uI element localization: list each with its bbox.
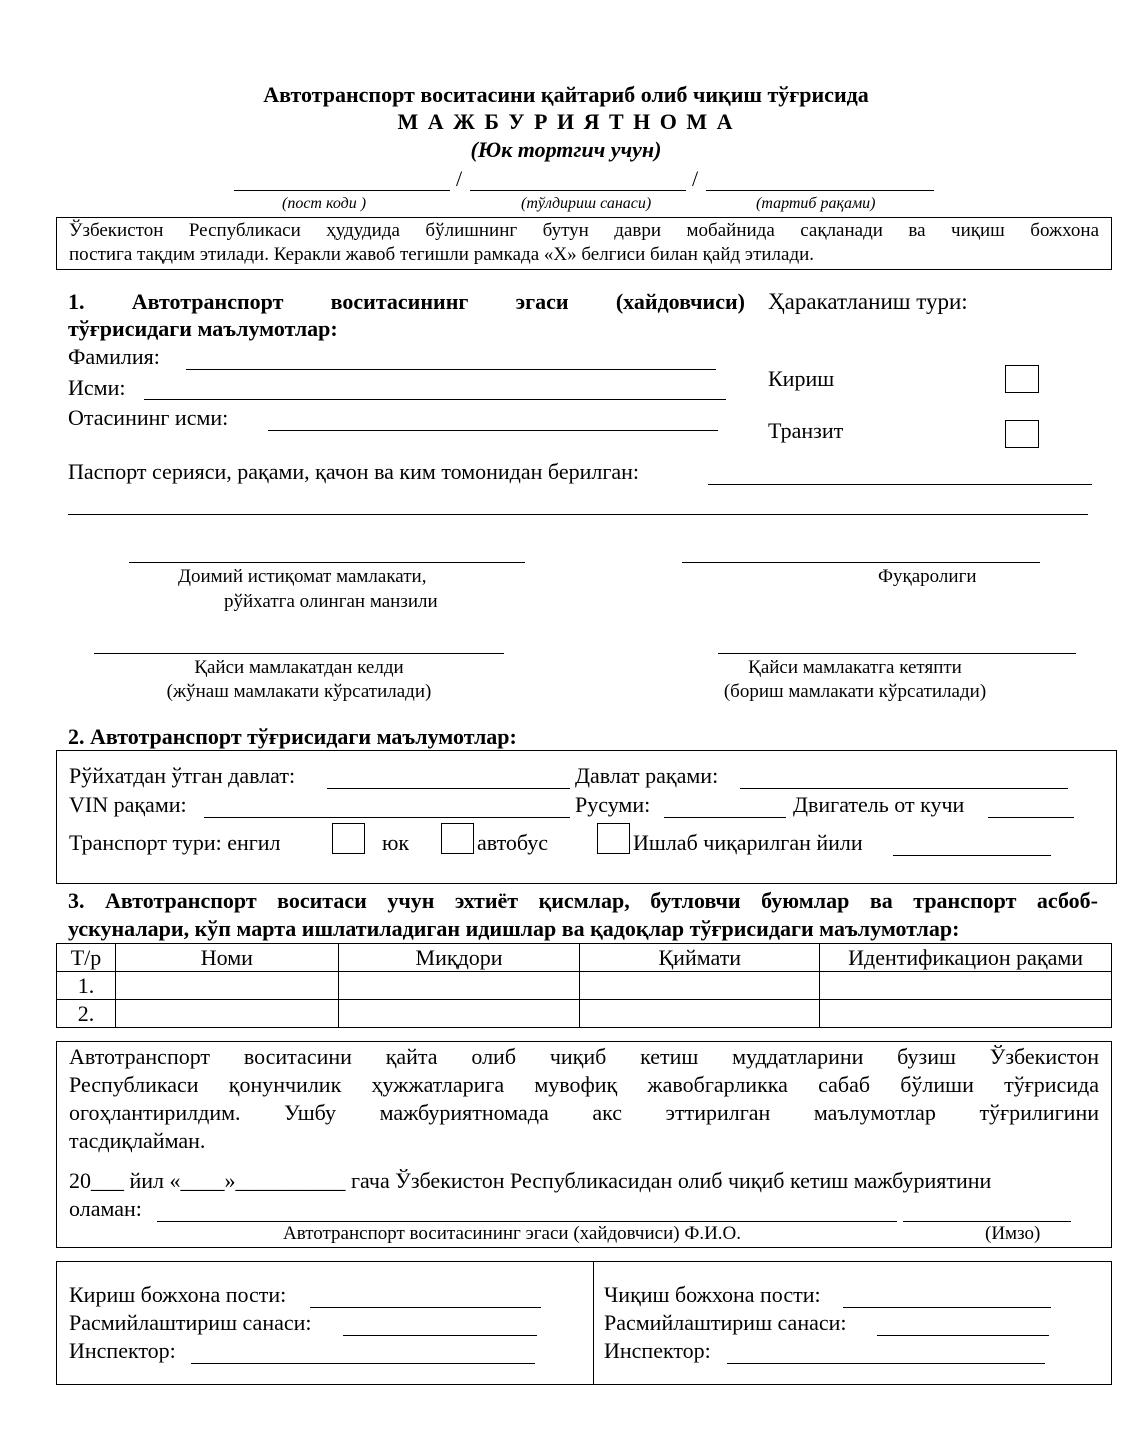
column-header: Идентификацион рақами xyxy=(820,944,1112,972)
passport-field[interactable] xyxy=(708,484,1092,485)
exit-date-field[interactable] xyxy=(877,1335,1049,1336)
section3-heading: 3. Автотранспорт воситаси учун эхтиёт қисмлар, бутловчи буюмлар ва транспорт асбоб- xyxy=(68,888,1098,913)
declaration-box xyxy=(56,1041,1112,1248)
departure-caption: Қайси мамлакатдан келди xyxy=(194,657,404,678)
entry-post-field[interactable] xyxy=(310,1307,541,1308)
entry-label: Кириш xyxy=(768,366,835,391)
item-value-cell[interactable] xyxy=(580,1000,820,1028)
transit-checkbox[interactable] xyxy=(1005,420,1039,448)
exit-date-label: Расмийлаштириш санаси: xyxy=(604,1310,847,1335)
form-title-main: М А Ж Б У Р И Я Т Н О М А xyxy=(397,109,735,134)
section1-heading-cont: тўғрисидаги маълумотлар: xyxy=(68,316,338,341)
table-header-row xyxy=(57,944,1112,972)
section2-heading: 2. Автотранспорт тўғрисидаги маълумотлар: xyxy=(68,724,517,749)
items-table xyxy=(56,943,1112,1028)
fill-date-field[interactable] xyxy=(470,190,686,191)
declaration-line: огоҳлантирилдим. Ушбу мажбуриятномада акс эттирилган маълумотлар тўғрилигини xyxy=(69,1100,1099,1125)
row-number: 1. xyxy=(57,972,116,1000)
column-header: Т/р xyxy=(57,944,116,972)
transit-label: Транзит xyxy=(768,418,844,443)
destination-country-field[interactable] xyxy=(718,653,1076,654)
notice-line: Ўзбекистон Республикаси ҳудудида бўлишнинг бутун даври мобайнида сақланади ва чиқиш божхона xyxy=(69,220,1099,241)
destination-caption-cont: (бориш мамлакати кўрсатилади) xyxy=(723,681,987,702)
accept-label: оламан: xyxy=(69,1196,142,1221)
form-subtitle: (Юк тортгич учун) xyxy=(470,137,662,162)
type-truck-checkbox[interactable] xyxy=(441,823,474,854)
signature-caption: (Имзо) xyxy=(985,1223,1041,1244)
declaration-line: Автотранспорт воситасини қайта олиб чиқиб кетиш муддатларини бузиш Ўзбекистон xyxy=(69,1044,1099,1069)
separator: / xyxy=(692,166,699,191)
residence-caption-cont: рўйхатга олинган манзили xyxy=(224,591,438,612)
serial-number-caption: (тартиб рақами) xyxy=(756,195,876,212)
residence-field[interactable] xyxy=(129,562,525,563)
entry-inspector-label: Инспектор: xyxy=(69,1338,176,1363)
passport-field-cont[interactable] xyxy=(68,514,1088,515)
serial-number-field[interactable] xyxy=(706,190,934,191)
entry-date-label: Расмийлаштириш санаси: xyxy=(69,1310,312,1335)
exit-inspector-label: Инспектор: xyxy=(604,1338,711,1363)
form-title: Автотранспорт воситасини қайтариб олиб чиқиш тўғрисида xyxy=(263,82,869,107)
owner-name-caption: Автотранспорт воситасининг эгаси (хайдовчиси) Ф.И.О. xyxy=(283,1223,742,1244)
engine-power-field[interactable] xyxy=(988,817,1074,818)
exit-inspector-field[interactable] xyxy=(727,1363,1045,1364)
type-car-checkbox[interactable] xyxy=(332,823,365,854)
surname-label: Фамилия: xyxy=(68,344,160,369)
column-header: Номи xyxy=(115,944,338,972)
destination-caption: Қайси мамлакатга кетяпти xyxy=(748,657,962,678)
name-label: Исми: xyxy=(68,375,126,400)
post-code-field[interactable] xyxy=(234,190,450,191)
customs-box xyxy=(56,1261,1112,1385)
registration-country-field[interactable] xyxy=(327,788,570,789)
item-id-cell[interactable] xyxy=(820,1000,1112,1028)
patronymic-label: Отасининг исми: xyxy=(68,405,229,430)
table-row xyxy=(57,1000,1112,1028)
customs-divider xyxy=(593,1262,594,1384)
entry-checkbox[interactable] xyxy=(1005,365,1039,393)
table-row xyxy=(57,972,1112,1000)
separator: / xyxy=(456,166,463,191)
fill-date-caption: (тўлдириш санаси) xyxy=(521,195,652,212)
item-name-cell[interactable] xyxy=(115,1000,338,1028)
item-name-cell[interactable] xyxy=(115,972,338,1000)
declaration-line: тасдиқлайман. xyxy=(69,1128,206,1153)
departure-caption-cont: (жўнаш мамлакати кўрсатилади) xyxy=(166,681,432,702)
entry-date-field[interactable] xyxy=(343,1335,537,1336)
item-id-cell[interactable] xyxy=(820,972,1112,1000)
vehicle-type-label: Транспорт тури: енгил xyxy=(69,830,281,855)
row-number: 2. xyxy=(57,1000,116,1028)
item-value-cell[interactable] xyxy=(580,972,820,1000)
entry-inspector-field[interactable] xyxy=(191,1363,535,1364)
item-quantity-cell[interactable] xyxy=(338,1000,580,1028)
post-code-caption: (пост коди ) xyxy=(282,195,367,212)
registration-country-label: Рўйхатдан ўтган давлат: xyxy=(69,763,296,788)
owner-name-field[interactable] xyxy=(157,1221,897,1222)
exit-post-label: Чиқиш божхона пости: xyxy=(604,1282,821,1307)
notice-box xyxy=(56,217,1112,270)
deadline-statement: 20___ йил «____»__________ гача Ўзбекистон Республикасидан олиб чиқиб кетиш мажбуриятини xyxy=(69,1168,992,1193)
vin-field[interactable] xyxy=(204,817,570,818)
type-bus-label: автобус xyxy=(477,830,549,855)
type-truck-label: юк xyxy=(382,830,410,855)
departure-country-field[interactable] xyxy=(94,653,504,654)
citizenship-caption: Фуқаролиги xyxy=(878,566,977,587)
patronymic-field[interactable] xyxy=(268,430,718,431)
type-bus-checkbox[interactable] xyxy=(597,823,630,854)
vehicle-info-box xyxy=(56,750,1117,884)
column-header: Миқдори xyxy=(338,944,580,972)
declaration-line: Республикаси қонунчилик ҳужжатларига мувофиқ жавобгарликка сабаб бўлиши тўғрисида xyxy=(69,1072,1099,1097)
plate-number-field[interactable] xyxy=(740,788,1068,789)
vin-label: VIN рақами: xyxy=(69,792,187,817)
manufacture-year-label: Ишлаб чиқарилган йили xyxy=(633,830,863,855)
passport-label: Паспорт серияси, рақами, қачон ва ким томонидан берилган: xyxy=(68,459,640,484)
column-header: Қиймати xyxy=(580,944,820,972)
signature-field[interactable] xyxy=(903,1221,1071,1222)
movement-type-title: Ҳаракатланиш тури: xyxy=(768,289,968,314)
exit-post-field[interactable] xyxy=(843,1307,1051,1308)
model-label: Русуми: xyxy=(575,792,651,817)
section1-heading: 1. Автотранспорт воситасининг эгаси (хайдовчиси) xyxy=(68,289,745,314)
model-field[interactable] xyxy=(664,817,786,818)
section3-heading-cont: ускуналари, кўп марта ишлатиладиган идишлар ва қадоқлар тўғрисидаги маълумотлар: xyxy=(68,916,960,941)
plate-number-label: Давлат рақами: xyxy=(575,763,719,788)
surname-field[interactable] xyxy=(186,369,716,370)
item-quantity-cell[interactable] xyxy=(338,972,580,1000)
engine-power-label: Двигатель от кучи xyxy=(793,792,965,817)
citizenship-field[interactable] xyxy=(682,562,1040,563)
residence-caption: Доимий истиқомат мамлакати, xyxy=(178,566,427,587)
name-field[interactable] xyxy=(144,399,726,400)
entry-post-label: Кириш божхона пости: xyxy=(69,1282,287,1307)
manufacture-year-field[interactable] xyxy=(893,855,1051,856)
notice-line: постига тақдим этилади. Керакли жавоб тегишли рамкада «Х» белгиси билан қайд этилади. xyxy=(69,244,815,265)
